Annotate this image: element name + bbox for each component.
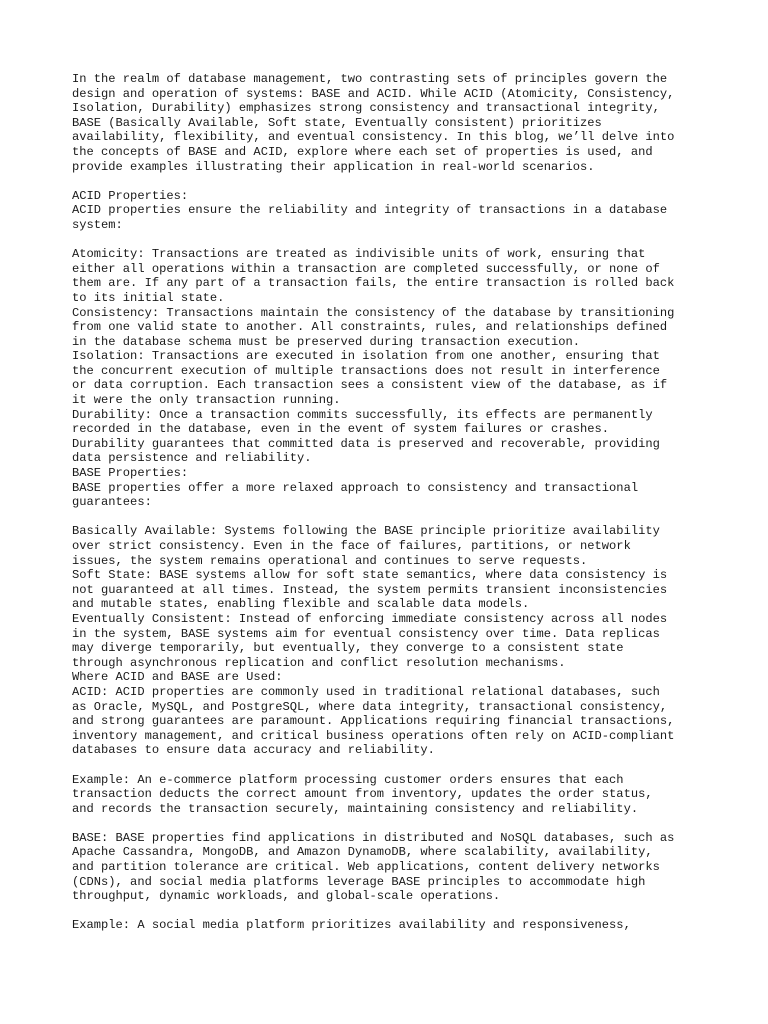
text-line: Apache Cassandra, MongoDB, and Amazon DynamoDB, where scalability, availability, xyxy=(72,845,653,860)
text-line: guarantees: xyxy=(72,495,152,510)
blank-line xyxy=(72,233,712,248)
text-line: Example: A social media platform prioritizes availability and responsiveness, xyxy=(72,918,631,933)
text-line: or data corruption. Each transaction sees a consistent view of the database, as if xyxy=(72,378,668,393)
text-line: them are. If any part of a transaction fails, the entire transaction is rolled back xyxy=(72,276,675,291)
text-line: from one valid state to another. All constraints, rules, and relationships defined xyxy=(72,320,668,335)
text-line: system: xyxy=(72,217,123,232)
text-line: Example: An e-commerce platform processing customer orders ensures that each xyxy=(72,772,624,787)
text-line: ACID Properties: xyxy=(72,188,189,203)
text-line: BASE (Basically Available, Soft state, Eventually consistent) prioritizes xyxy=(72,115,602,130)
text-line: through asynchronous replication and conflict resolution mechanisms. xyxy=(72,655,566,670)
document-page xyxy=(72,72,712,933)
text-line: issues, the system remains operational and continues to serve requests. xyxy=(72,553,588,568)
text-line: as Oracle, MySQL, and PostgreSQL, where data integrity, transactional consistency, xyxy=(72,699,668,714)
text-line: in the database schema must be preserved during transaction execution. xyxy=(72,334,581,349)
text-line: recorded in the database, even in the event of system failures or crashes. xyxy=(72,422,610,437)
text-line: provide examples illustrating their application in real-world scenarios. xyxy=(72,159,595,174)
text-line: in the system, BASE systems aim for eventual consistency over time. Data replicas xyxy=(72,626,660,641)
blank-line xyxy=(72,174,712,189)
blank-line xyxy=(72,758,712,773)
text-line: and mutable states, enabling flexible and scalable data models. xyxy=(72,597,530,612)
text-line: BASE: BASE properties find applications in distributed and NoSQL databases, such as xyxy=(72,830,675,845)
text-line: and partition tolerance are critical. Web applications, content delivery networks xyxy=(72,860,660,875)
text-line: transaction deducts the correct amount from inventory, updates the order status, xyxy=(72,787,653,802)
text-line: Isolation, Durability) emphasizes strong consistency and transactional integrity, xyxy=(72,101,660,116)
text-line: Durability guarantees that committed data is preserved and recoverable, providing xyxy=(72,436,660,451)
text-line: BASE properties offer a more relaxed approach to consistency and transactional xyxy=(72,480,639,495)
text-line: data persistence and reliability. xyxy=(72,451,312,466)
text-line: inventory management, and critical business operations often rely on ACID-compliant xyxy=(72,728,675,743)
text-line: Basically Available: Systems following the BASE principle prioritize availability xyxy=(72,524,660,539)
text-line: design and operation of systems: BASE and ACID. While ACID (Atomicity, Consistency, xyxy=(72,86,675,101)
text-line: the concurrent execution of multiple transactions does not result in interference xyxy=(72,363,660,378)
text-line: throughput, dynamic workloads, and global-scale operations. xyxy=(72,889,501,904)
text-line: and records the transaction securely, maintaining consistency and reliability. xyxy=(72,801,639,816)
text-line: Durability: Once a transaction commits successfully, its effects are permanently xyxy=(72,407,653,422)
blank-line xyxy=(72,510,712,525)
text-line: Consistency: Transactions maintain the consistency of the database by transitioning xyxy=(72,305,675,320)
text-line: Atomicity: Transactions are treated as indivisible units of work, ensuring that xyxy=(72,247,646,262)
text-line: databases to ensure data accuracy and reliability. xyxy=(72,743,435,758)
text-line: either all operations within a transaction are completed successfully, or none of xyxy=(72,261,660,276)
text-line: Eventually Consistent: Instead of enforcing immediate consistency across all nodes xyxy=(72,611,668,626)
text-line: may diverge temporarily, but eventually, they converge to a consistent state xyxy=(72,641,624,656)
text-line: BASE Properties: xyxy=(72,466,189,481)
text-line: Isolation: Transactions are executed in isolation from one another, ensuring that xyxy=(72,349,660,364)
text-line: over strict consistency. Even in the face of failures, partitions, or network xyxy=(72,539,631,553)
text-line: availability, flexibility, and eventual consistency. In this blog, we’ll delve into xyxy=(72,130,675,145)
text-line: In the realm of database management, two contrasting sets of principles govern the xyxy=(72,72,668,86)
text-line: not guaranteed at all times. Instead, the system permits transient inconsistencies xyxy=(72,582,668,597)
blank-line xyxy=(72,904,712,919)
blank-line xyxy=(72,816,712,831)
text-line: (CDNs), and social media platforms leverage BASE principles to accommodate high xyxy=(72,874,646,889)
text-line: it were the only transaction running. xyxy=(72,393,341,408)
text-line: and strong guarantees are paramount. Applications requiring financial transactions, xyxy=(72,714,675,729)
text-line: the concepts of BASE and ACID, explore where each set of properties is used, and xyxy=(72,144,653,159)
text-line: Soft State: BASE systems allow for soft state semantics, where data consistency is xyxy=(72,568,668,583)
text-line: Where ACID and BASE are Used: xyxy=(72,670,283,685)
text-line: ACID: ACID properties are commonly used in traditional relational databases, such xyxy=(72,684,660,699)
text-line: ACID properties ensure the reliability and integrity of transactions in a database xyxy=(72,203,668,218)
text-line: to its initial state. xyxy=(72,290,225,305)
